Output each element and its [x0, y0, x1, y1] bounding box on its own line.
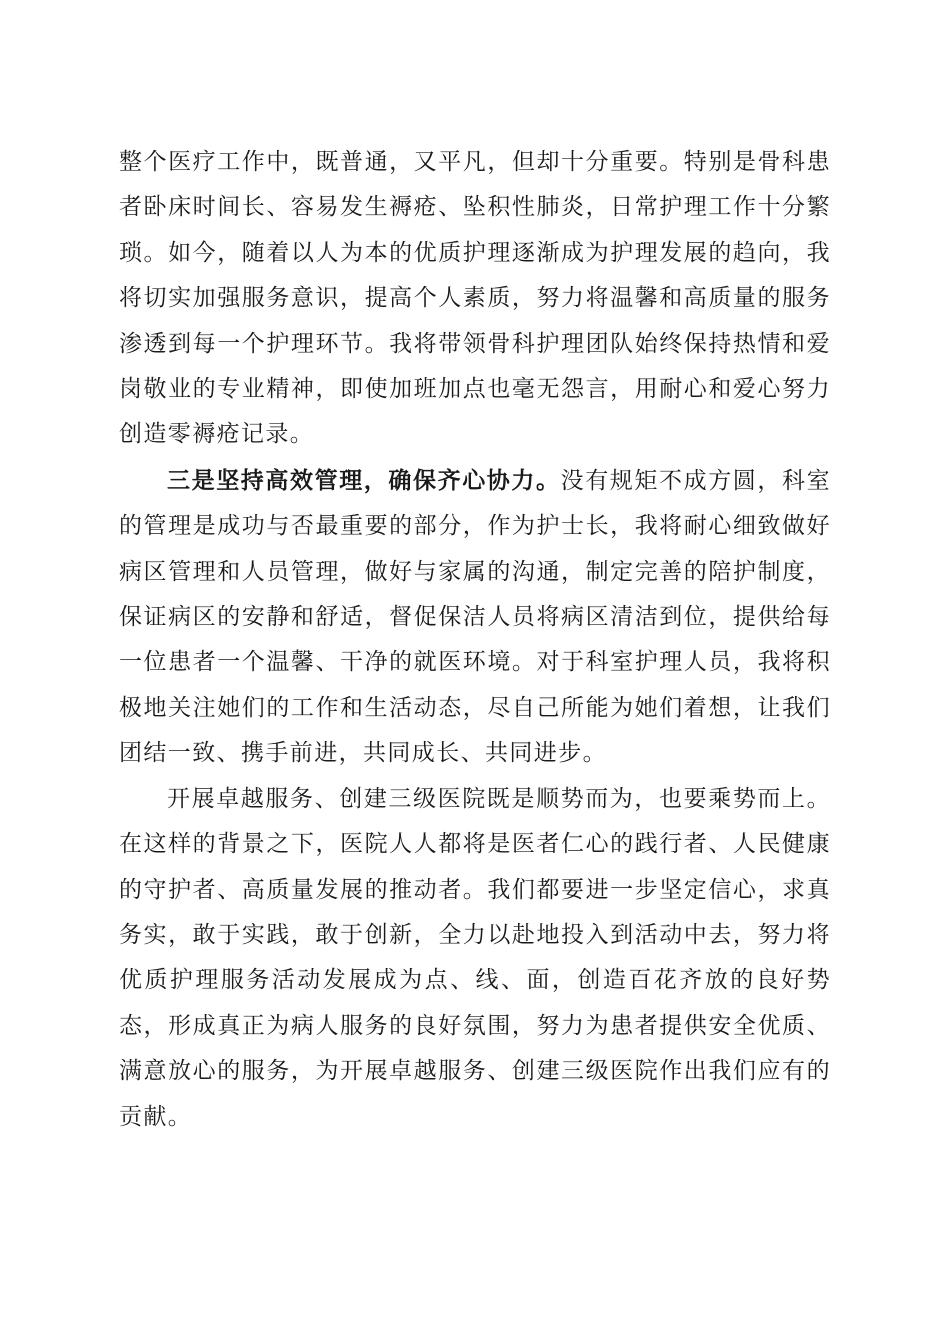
document-page [119, 140, 831, 1140]
paragraph-text: 没有规矩不成方圆，科室的管理是成功与否最重要的部分，作为护士长，我将耐心细致做好病区管理和人员管理，做好与家属的沟通，制定完善的陪护制度，保证病区的安静和舒适，督促保洁人员将病区清洁到位，提供给每一位患者一个温馨、干净的就医环境。对于科室护理人员，我将积极地关注她们的工作和生活动态，尽自己所能为她们着想，让我们团结一致、携手前进，共同成长、共同进步。 [119, 467, 831, 767]
paragraph-text: 整个医疗工作中，既普通，又平凡，但却十分重要。特别是骨科患者卧床时间长、容易发生褥疮、坠积性肺炎，日常护理工作十分繁琐。如今，随着以人为本的优质护理逐渐成为护理发展的趋向，我将切实加强服务意识，提高个人素质，努力将温馨和高质量的服务渗透到每一个护理环节。我将带领骨科护理团队始终保持热情和爱岗敬业的专业精神，即使加班加点也毫无怨言，用耐心和爱心努力创造零褥疮记录。 [119, 149, 831, 448]
paragraph-lead-heading: 三是坚持高效管理，确保齐心协力。 [167, 466, 561, 494]
paragraph-conclusion [119, 777, 831, 1140]
paragraph-continuation [119, 140, 831, 458]
paragraph-management [119, 458, 831, 777]
paragraph-text: 开展卓越服务、创建三级医院既是顺势而为，也要乘势而上。在这样的背景之下，医院人人都将是医者仁心的践行者、人民健康的守护者、高质量发展的推动者。我们都要进一步坚定信心，求真务实，敢于实践，敢于创新，全力以赴地投入到活动中去，努力将优质护理服务活动发展成为点、线、面，创造百花齐放的良好势态，形成真正为病人服务的良好氛围，努力为患者提供安全优质、满意放心的服务，为开展卓越服务、创建三级医院作出我们应有的贡献。 [119, 785, 831, 1130]
